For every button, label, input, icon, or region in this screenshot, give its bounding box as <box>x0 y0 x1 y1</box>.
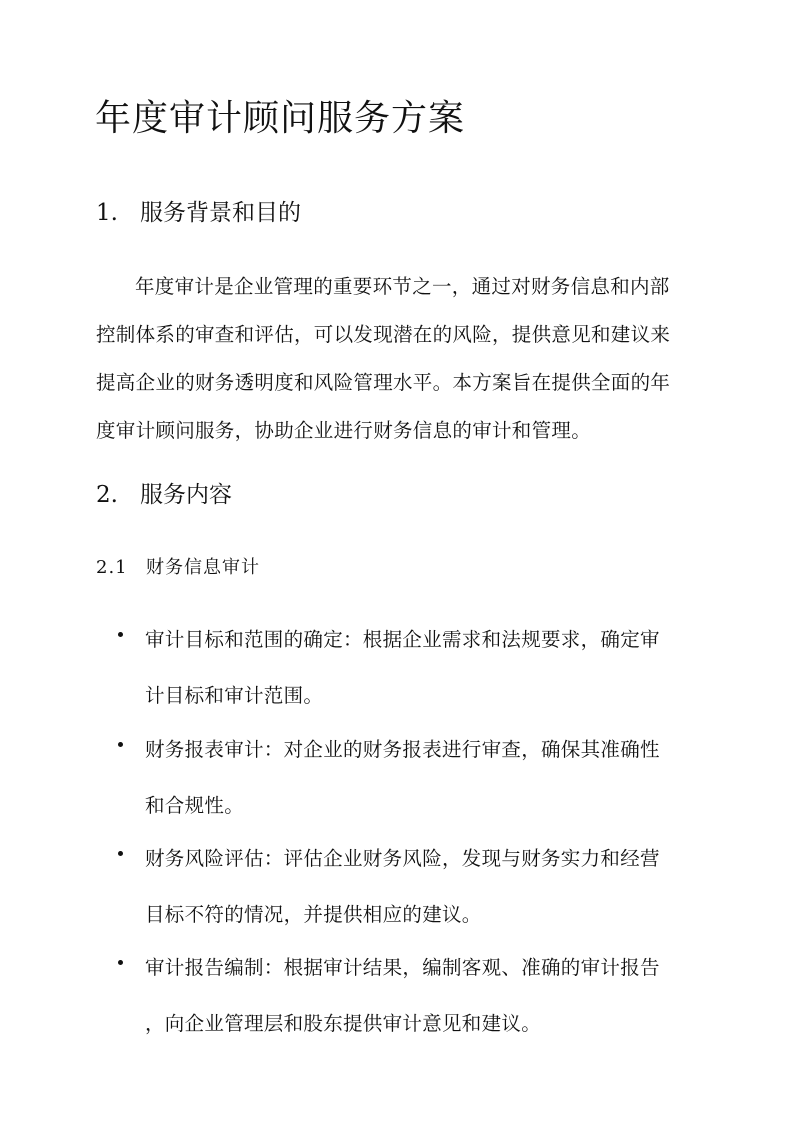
subsection-2-1-title: 财务信息审计 <box>146 557 260 578</box>
list-item-line: 审计目标和范围的确定：根据企业需求和法规要求，确定审 <box>145 628 660 651</box>
bullet-icon <box>118 851 123 856</box>
bullet-icon <box>118 632 123 637</box>
section-1-paragraph <box>96 263 706 455</box>
list-item-line: 和合规性。 <box>145 794 245 817</box>
section-1-heading <box>96 198 301 228</box>
section-2-title: 服务内容 <box>140 482 232 508</box>
list-item-text <box>145 831 705 943</box>
list-item-line: 财务报表审计：对企业的财务报表进行审查，确保其准确性 <box>145 738 660 761</box>
list-item-text <box>145 940 705 1052</box>
bullet-icon <box>118 960 123 965</box>
paragraph-line: 度审计顾问服务，协助企业进行财务信息的审计和管理。 <box>96 419 592 442</box>
list-item-line: 财务风险评估：评估企业财务风险，发现与财务实力和经营 <box>145 847 660 870</box>
list-item-line: 计目标和审计范围。 <box>145 684 324 707</box>
section-1-title: 服务背景和目的 <box>140 200 301 226</box>
list-item-line: 审计报告编制：根据审计结果，编制客观、准确的审计报告 <box>145 956 660 979</box>
list-item-text <box>145 612 705 724</box>
section-1-number: 1. <box>96 200 118 226</box>
list-item-line: 目标不符的情况，并提供相应的建议。 <box>145 903 482 926</box>
document-title: 年度审计顾问服务方案 <box>95 98 466 139</box>
section-2-number: 2. <box>96 482 118 508</box>
subsection-2-1-number: 2.1 <box>96 557 128 578</box>
subsection-2-1-heading <box>96 555 260 581</box>
paragraph-line: 年度审计是企业管理的重要环节之一，通过对财务信息和内部 <box>135 275 670 298</box>
list-item-text <box>145 722 705 834</box>
bullet-icon <box>118 742 123 747</box>
paragraph-line: 控制体系的审查和评估，可以发现潜在的风险，提供意见和建议来 <box>96 323 671 346</box>
section-2-heading <box>96 480 232 510</box>
paragraph-line: 提高企业的财务透明度和风险管理水平。本方案旨在提供全面的年 <box>96 371 671 394</box>
list-item-line: ，向企业管理层和股东提供审计意见和建议。 <box>145 1012 542 1035</box>
